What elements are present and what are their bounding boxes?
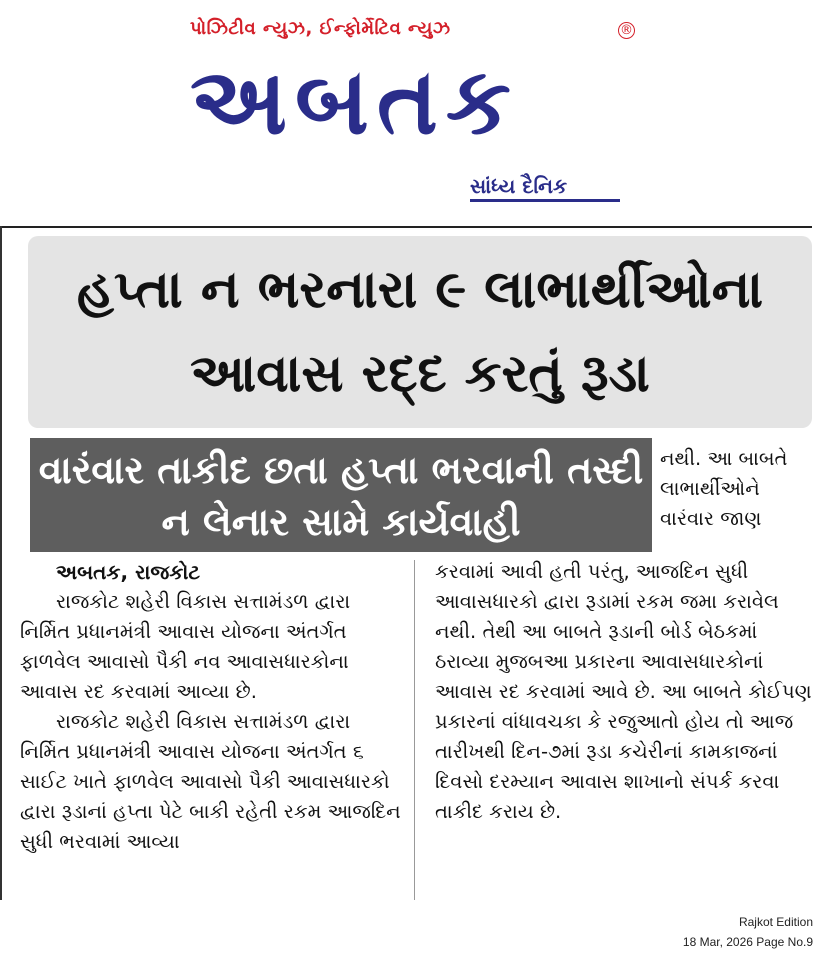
article-text-continued: નથી. આ બાબતે લાભાર્થીઓને વારંવાર જાણ [660, 447, 788, 530]
column-separator [414, 560, 415, 900]
headline: હપ્તા ન ભરનારા ૯ લાભાર્થીઓના આવાસ રદ્દ કરતું રૂડા [28, 236, 812, 428]
article-paragraph-1: રાજકોટ શહેરી વિકાસ સત્તામંડળ દ્વારા નિર્મિત પ્રધાનમંત્રી આવાસ યોજના અંતર્ગત ફાળવેલ આવાસો પૈકી નવ આવાસધારકોના આવાસ રદ કરવામાં આવ્યા છે. [20, 590, 351, 703]
masthead-underline [470, 199, 620, 202]
date-page-label: 18 Mar, 2026 Page No.9 [682, 935, 813, 949]
edition-label: Rajkot Edition [738, 915, 813, 929]
left-border [0, 226, 2, 900]
registered-mark: ® [620, 23, 633, 38]
article-column-2 [435, 557, 817, 827]
article-column-right-top [660, 444, 815, 534]
dateline: અબતક, રાજકોટ [56, 560, 201, 584]
top-divider [0, 226, 812, 228]
subheadline: વારંવાર તાકીદ છતા હપ્તા ભરવાની તસ્દી ન લેનાર સામે કાર્યવાહી [30, 438, 652, 552]
masthead-subtitle: સાંધ્ય દૈનિક [470, 174, 568, 198]
masthead [0, 0, 823, 215]
article-paragraph-2: રાજકોટ શહેરી વિકાસ સત્તામંડળ દ્વારા નિર્મિત પ્રધાનમંત્રી આવાસ યોજના અંતર્ગત ૬ સાઈટ ખાતે ફાળવેલ આવાસો પૈકી આવાસધારકો દ્વારા રૂડાનાં હપ્તા પેટે બાકી રહેતી રકમ આજદિન સુધી ભરવામાં આવ્યા [20, 710, 401, 853]
newspaper-logo: અબતક [190, 48, 519, 155]
masthead-tagline: પોઝિટીવ ન્યુઝ, ઈન્ફોર્મેટિવ ન્યુઝ [190, 18, 451, 39]
article-column-1 [20, 557, 402, 857]
article-paragraph-3: કરવામાં આવી હતી પરંતુ, આજદિન સુધી આવાસધારકો દ્વારા રૂડામાં રકમ જમા કરાવેલ નથી. તેથી આ બાબતે રૂડાની બોર્ડ બેઠકમાં ઠરાવ્યા મુજબઆ પ્રકારના આવાસધારકોનાં આવાસ રદ કરવામાં આવે છે. આ બાબતે કોઈપણ પ્રકારનાં વાંધાવચકા કે રજુઆતો હોય તો આજ તારીખથી દિન-૭માં રૂડા કચેરીનાં કામકાજનાં દિવસો દરમ્યાન આવાસ શાખાનો સંપર્ક કરવા તાકીદ કરાય છે. [435, 560, 812, 823]
